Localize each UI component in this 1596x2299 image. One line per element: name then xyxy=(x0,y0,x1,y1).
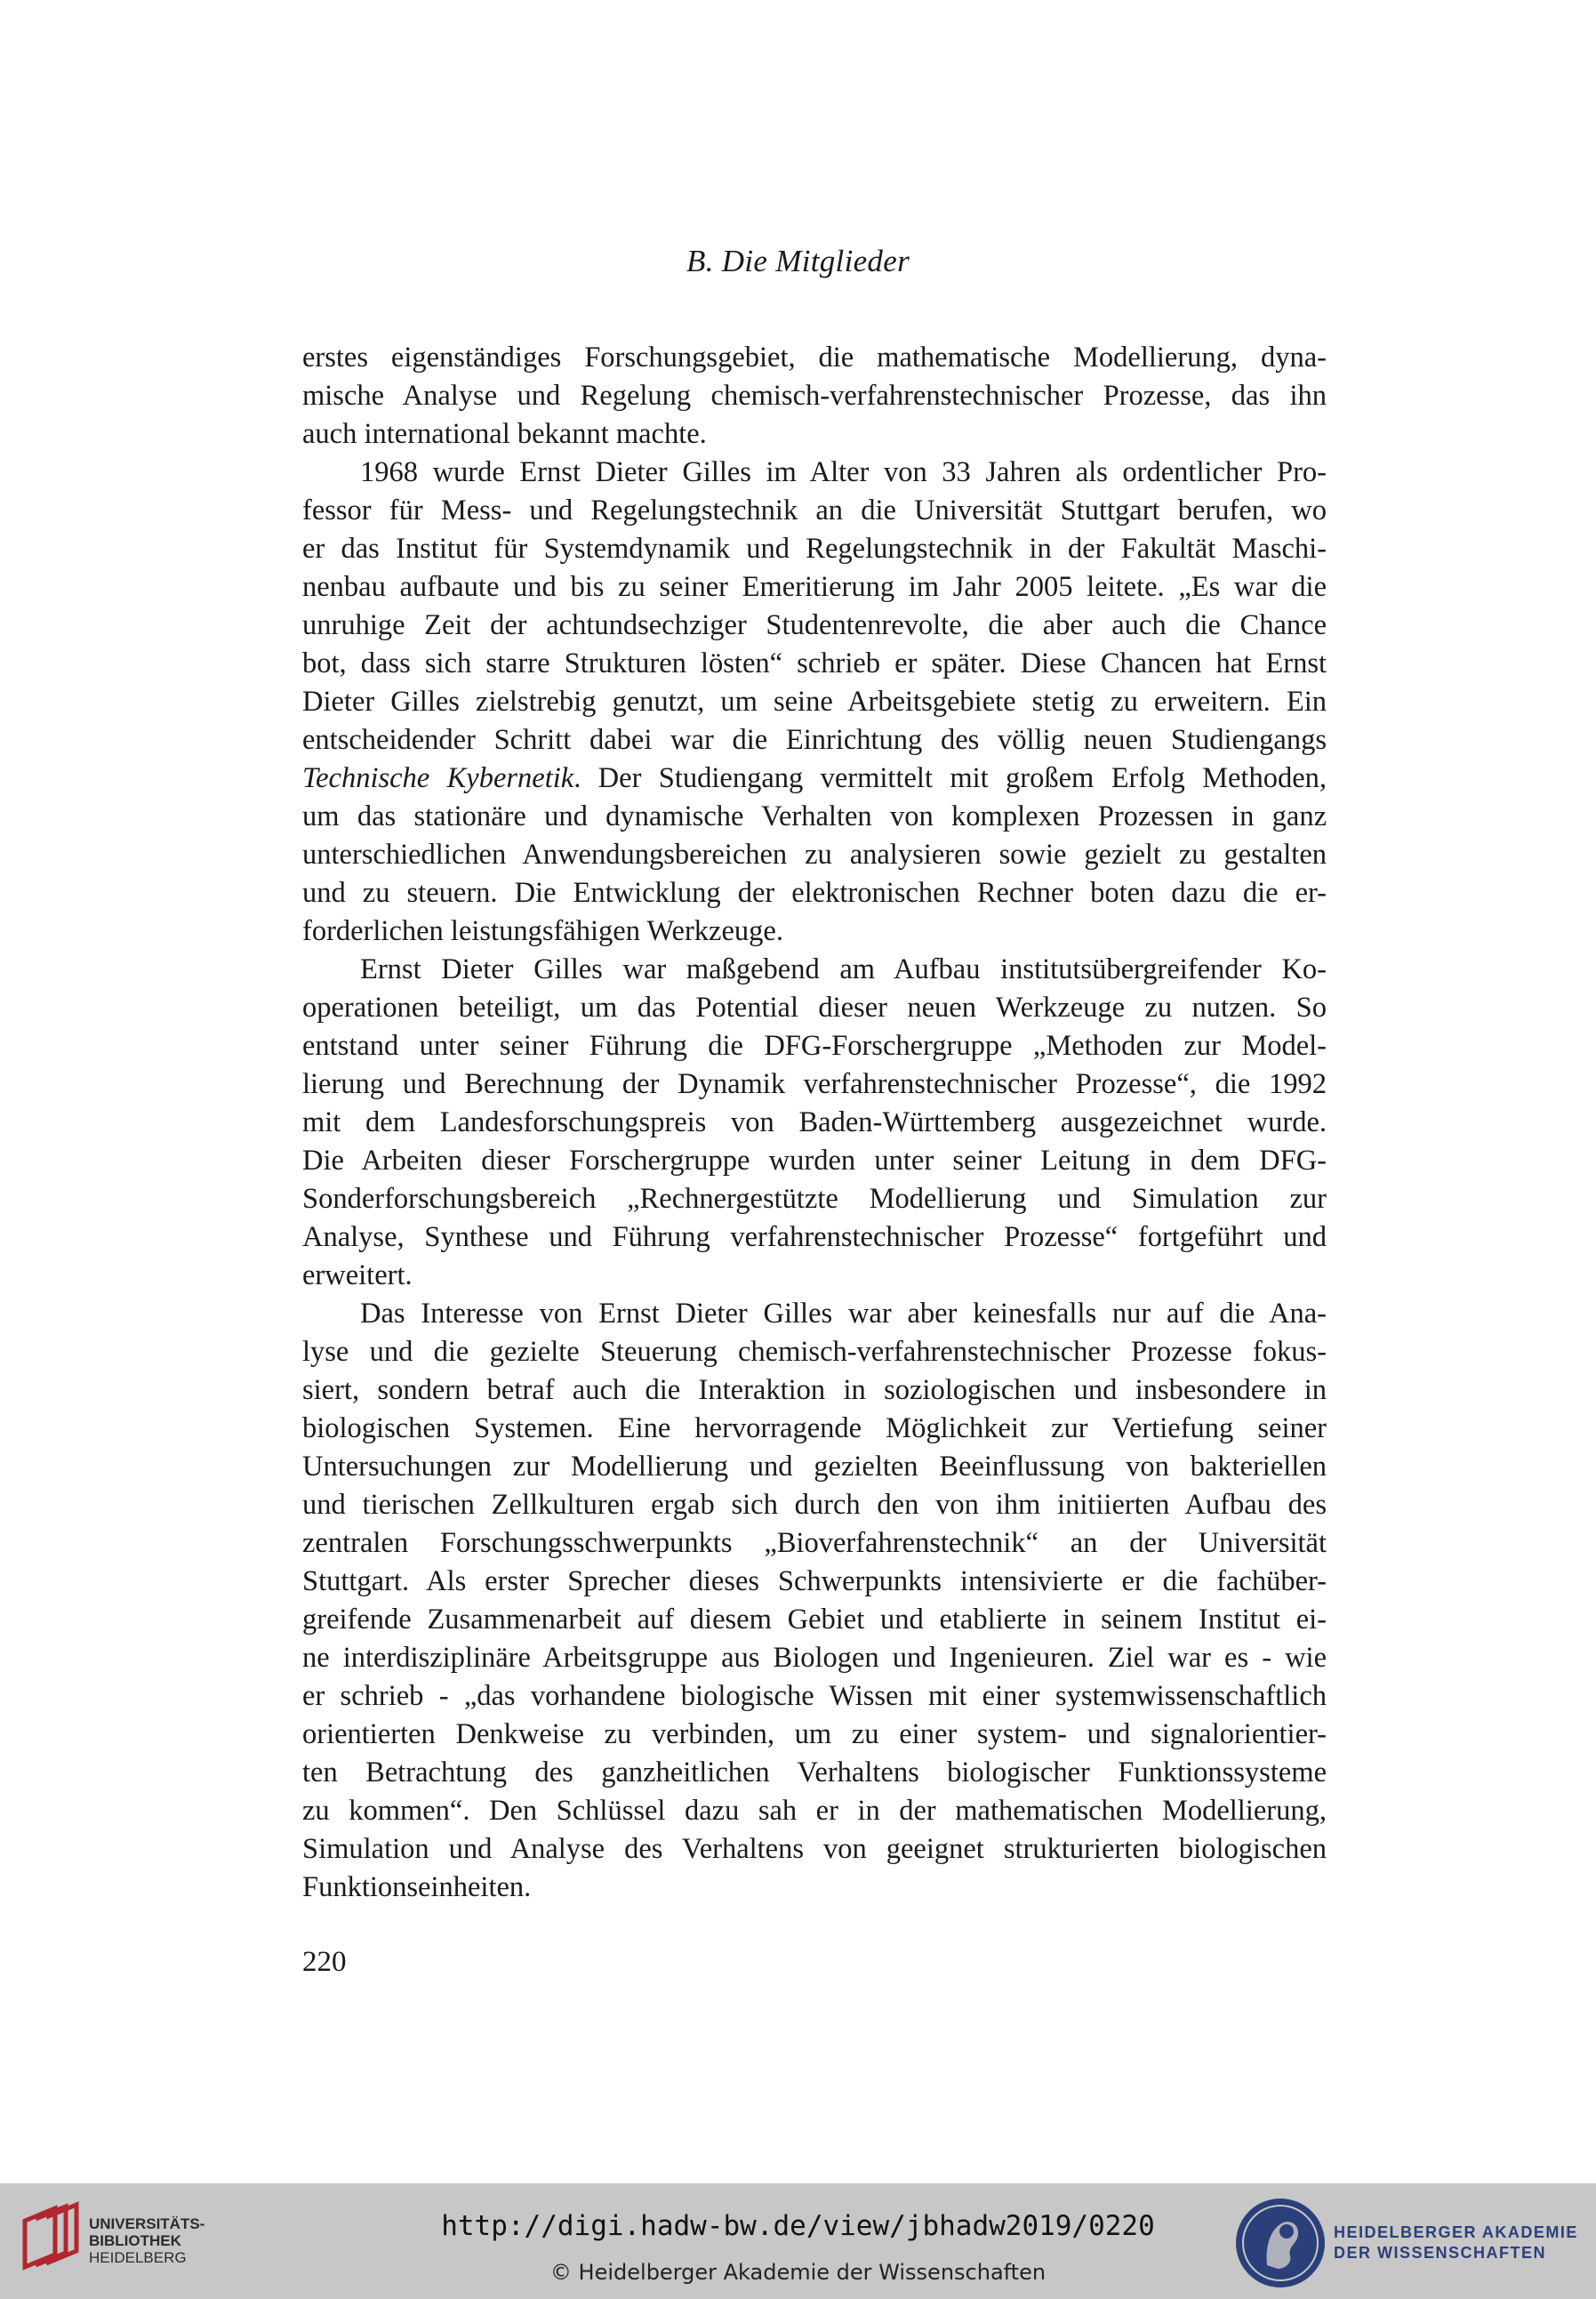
text-line xyxy=(302,760,1327,798)
academy-name-line-2: DER WISSENSCHAFTEN xyxy=(1334,2244,1547,2262)
text-line xyxy=(302,1792,1327,1830)
text-line-content: zentralen Forschungsschwerpunkts „Bioverfahrenstechnik“ an der Universität xyxy=(302,1527,1327,1559)
text-line xyxy=(302,1333,1327,1371)
text-line-content: nenbau aufbaute und bis zu seiner Emeritierung im Jahr 2005 leitete. „Es war die xyxy=(302,571,1327,603)
text-line-content: Die Arbeiten dieser Forschergruppe wurden unter seiner Leitung in dem DFG- xyxy=(302,1145,1327,1177)
text-line xyxy=(302,836,1327,874)
text-line-content: lyse und die gezielte Steuerung chemisch-verfahrenstechnischer Prozesse fokus- xyxy=(302,1336,1327,1368)
text-line xyxy=(302,1486,1327,1524)
text-line xyxy=(302,1371,1327,1410)
text-line-content: erweitert. xyxy=(302,1259,413,1291)
page-number: 220 xyxy=(302,1946,347,1978)
text-line xyxy=(302,1639,1327,1677)
text-line-content: erstes eigenständiges Forschungsgebiet, die mathematische Modellierung, dyna- xyxy=(302,342,1327,374)
text-line-content: Simulation und Analyse des Verhaltens von geeignet strukturierten biologischen xyxy=(302,1833,1327,1865)
text-line-content: Sonderforschungsbereich „Rechnergestützte Modellierung und Simulation zur xyxy=(302,1183,1327,1215)
text-line xyxy=(302,530,1327,568)
text-line-content: ten Betrachtung des ganzheitlichen Verhaltens biologischer Funktionssysteme xyxy=(302,1756,1327,1789)
academy-seal-icon[interactable] xyxy=(1231,2194,1329,2292)
running-head: B. Die Mitglieder xyxy=(686,244,910,278)
text-line-content: mit dem Landesforschungspreis von Baden-Württemberg ausgezeichnet wurde. xyxy=(302,1106,1327,1138)
text-line-content: lierung und Berechnung der Dynamik verfahrenstechnischer Prozesse“, die 1992 xyxy=(302,1068,1327,1100)
text-line xyxy=(302,415,1327,454)
text-line xyxy=(302,1104,1327,1142)
text-line-content: Funktionseinheiten. xyxy=(302,1871,532,1903)
text-line xyxy=(302,1180,1327,1218)
text-line-content: Analyse, Synthese und Führung verfahrenstechnischer Prozesse“ fortgeführt und xyxy=(302,1221,1327,1253)
text-line xyxy=(302,1065,1327,1104)
text-line xyxy=(302,1830,1327,1869)
text-line xyxy=(302,798,1327,836)
text-line-content: Untersuchungen zur Modellierung und gezielten Beeinflussung von bakteriellen xyxy=(302,1451,1327,1483)
text-line-content: entstand unter seiner Führung die DFG-Forschergruppe „Methoden zur Model- xyxy=(302,1030,1327,1062)
italic-term: Technische Kybernetik xyxy=(302,762,574,794)
text-line-content: mische Analyse und Regelung chemisch-verfahrenstechnischer Prozesse, das ihn xyxy=(302,380,1327,412)
text-line-content: Das Interesse von Ernst Dieter Gilles war aber keinesfalls nur auf die Ana- xyxy=(360,1298,1327,1330)
text-line-content: auch international bekannt machte. xyxy=(302,418,707,450)
footer-bar xyxy=(0,2183,1596,2299)
ub-name-line-2: BIBLIOTHEK xyxy=(89,2232,181,2249)
text-line xyxy=(302,1524,1327,1563)
text-line xyxy=(302,721,1327,760)
text-line xyxy=(302,1601,1327,1639)
text-line-content: entscheidender Schritt dabei war die Einrichtung des völlig neuen Studiengangs xyxy=(302,724,1327,756)
text-line-content: greifende Zusammenarbeit auf diesem Gebiet und etablierte in seinem Institut ei- xyxy=(302,1604,1327,1636)
text-line xyxy=(302,1410,1327,1448)
academy-name-line-1: HEIDELBERGER AKADEMIE xyxy=(1334,2223,1578,2241)
text-line xyxy=(302,339,1327,377)
body-text xyxy=(302,339,1327,1907)
text-line xyxy=(302,492,1327,530)
text-line-content: 1968 wurde Ernst Dieter Gilles im Alter von 33 Jahren als ordentlicher Pro- xyxy=(360,456,1327,488)
academy-name xyxy=(1334,2223,1578,2263)
text-line xyxy=(302,1869,1327,1907)
text-line xyxy=(302,951,1327,989)
text-line xyxy=(302,1754,1327,1792)
text-line-content: operationen beteiligt, um das Potential dieser neuen Werkzeuge zu nutzen. So xyxy=(302,992,1327,1024)
text-line-content: forderlichen leistungsfähigen Werkzeuge. xyxy=(302,915,783,947)
text-line-content: Dieter Gilles zielstrebig genutzt, um seine Arbeitsgebiete stetig zu erweitern. Ein xyxy=(302,686,1327,718)
text-line xyxy=(302,1218,1327,1257)
text-line-content: unterschiedlichen Anwendungsbereichen zu analysieren sowie gezielt zu gestalten xyxy=(302,839,1327,871)
text-line-content: unruhige Zeit der achtundsechziger Studentenrevolte, die aber auch die Chance xyxy=(302,609,1327,641)
text-line-content: . Der Studiengang vermittelt mit großem Erfolg Methoden, xyxy=(573,762,1327,794)
text-line-content: Stuttgart. Als erster Sprecher dieses Schwerpunkts intensivierte er die fachüber- xyxy=(302,1565,1327,1597)
text-line xyxy=(302,1257,1327,1295)
text-line xyxy=(302,1027,1327,1065)
copyright-notice: © Heidelberger Akademie der Wissenschaften xyxy=(549,2260,1047,2285)
text-line-content: Ernst Dieter Gilles war maßgebend am Aufbau institutsübergreifender Ko- xyxy=(360,953,1327,985)
text-line xyxy=(302,1563,1327,1601)
text-line xyxy=(302,1716,1327,1754)
text-line xyxy=(302,683,1327,721)
text-line xyxy=(302,454,1327,492)
text-line xyxy=(302,377,1327,415)
text-line xyxy=(302,912,1327,951)
text-line xyxy=(302,1677,1327,1716)
text-line-content: er das Institut für Systemdynamik und Regelungstechnik in der Fakultät Maschi- xyxy=(302,533,1327,565)
text-line-content: fessor für Mess- und Regelungstechnik an die Universität Stuttgart berufen, wo xyxy=(302,494,1327,527)
text-line-content: und zu steuern. Die Entwicklung der elektronischen Rechner boten dazu die er- xyxy=(302,877,1327,909)
text-line-content: zu kommen“. Den Schlüssel dazu sah er in der mathematischen Modellierung, xyxy=(302,1795,1327,1827)
text-line xyxy=(302,645,1327,683)
text-line-content: ne interdisziplinäre Arbeitsgruppe aus Biologen und Ingenieuren. Ziel war es - wie xyxy=(302,1642,1327,1674)
ub-name-line-3: HEIDELBERG xyxy=(89,2249,187,2266)
text-line-content: er schrieb - „das vorhandene biologische Wissen mit einer systemwissenschaftlich xyxy=(302,1680,1327,1712)
text-line xyxy=(302,989,1327,1027)
ub-name-line-1: UNIVERSITÄTS- xyxy=(89,2215,205,2232)
text-line-content: orientierten Denkweise zu verbinden, um zu einer system- und signalorientier- xyxy=(302,1718,1327,1750)
permalink-url[interactable]: http://digi.hadw-bw.de/view/jbhadw2019/0220 xyxy=(441,2210,1155,2242)
text-line xyxy=(302,568,1327,607)
text-line xyxy=(302,1295,1327,1333)
text-line-content: um das stationäre und dynamische Verhalten von komplexen Prozessen in ganz xyxy=(302,800,1327,832)
text-line xyxy=(302,1142,1327,1180)
text-line-content: und tierischen Zellkulturen ergab sich durch den von ihm initiierten Aufbau des xyxy=(302,1489,1327,1521)
text-line xyxy=(302,1448,1327,1486)
text-line xyxy=(302,874,1327,912)
text-line-content: biologischen Systemen. Eine hervorragende Möglichkeit zur Vertiefung seiner xyxy=(302,1412,1327,1444)
text-line-content: siert, sondern betraf auch die Interaktion in soziologischen und insbesondere in xyxy=(302,1374,1327,1406)
text-line xyxy=(302,607,1327,645)
text-line-content: bot, dass sich starre Strukturen lösten“ schrieb er später. Diese Chancen hat Ernst xyxy=(302,647,1327,679)
